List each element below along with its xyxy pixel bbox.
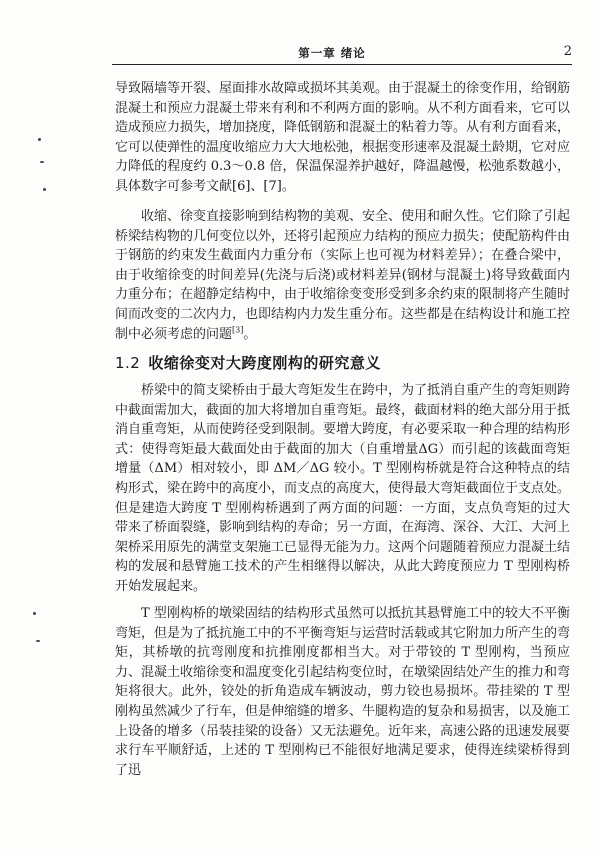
section-number: 1.2 [115,354,141,372]
paragraph-2-text: 收缩、徐变直接影响到结构物的美观、安全、使用和耐久性。它们除了引起桥梁结构物的几何变位以外，还将引起预应力结构的预应力损失；使配筋构件由于钢筋的约束发生截面内力重分布（实际上也可视为材料差异）；在叠合梁中，由于收缩徐变的时间差异(先浇与后浇)或材料差异(钢材与混凝土)将导致截面内力重分布；在超静定结构中，由于收缩徐变变形受到多余约束的限制将产生随时间而改变的二次内力，也即结构内力发生重分布。这些都是在结构设计和施工控制中必须考虑的问题 [115,209,571,342]
running-header [112,44,572,64]
header-rule [112,64,572,65]
scan-speck [40,161,44,163]
section-title: 收缩徐变对大跨度刚构的研究意义 [148,354,381,372]
citation-ref: [3] [232,325,244,335]
paragraph-3: 桥梁中的简支梁桥由于最大弯矩发生在跨中，为了抵消自重产生的弯矩则跨中截面需加大，截面的加大将增加自重弯矩。最终，截面材料的绝大部分用于抵消自重弯矩，从而使跨径受到限制。要增大跨度，有必要采取一种合理的结构形式：使得弯矩最大截面处由于截面的加大（自重增量ΔG）而引起的该截面弯矩增量（ΔM）相对较小，即 ΔM／ΔG 较小。T 型刚构桥就是符合这种特点的结构形式，梁在跨中的高度小，而支点的高度大，使得最大弯矩截面位于支点处。但是建造大跨度 T 型刚构桥遇到了两方面的问题：一方面，支点负弯矩的过大带来了桥面裂缝，影响到结构的寿命；另一方面，在海湾、深谷、大江、大河上架桥采用原先的满堂支架施工已显得无能为力。这两个问题随着预应力混凝土结构的发展和悬臂施工技术的产生相继得以解决，从此大跨度预应力 T 型刚构桥开始发展起来。 [115,383,571,594]
scan-speck [43,188,46,191]
chapter-title: 第一章 绪论 [298,46,366,60]
scan-speck [33,612,36,615]
scan-speck [38,138,41,141]
page-number: 2 [563,44,572,59]
scan-speck [36,640,40,642]
section-heading [115,352,381,373]
paragraph-1: 导致隔墙等开裂、屋面排水故障或损坏其美观。由于混凝土的徐变作用，给钢筋混凝土和预应力混凝土带来有利和不利两方面的影响。从不利方面看来，它可以造成预应力损失，增加挠度，降低钢筋和混凝土的粘着力等。从有利方面看来，它可以使弹性的温度收缩应力大大地松弛，根据变形速率及混凝土龄期，它对应力降低的程度约 0.3～0.8 倍，保温保湿养护越好，降温越慢，松弛系数越小，具体数字可参考文献[6]、[7]。 [115,81,571,194]
paragraph-2-end: 。 [243,326,257,342]
paragraph-2 [115,207,570,344]
paragraph-4: T 型刚构桥的墩梁固结的结构形式虽然可以抵抗其悬臂施工中的较大不平衡弯矩，但是为了抵抗施工中的不平衡弯矩与运营时活载或其它附加力所产生的弯矩，其桥墩的抗弯刚度和抗推刚度都相当大。对于带铰的 T 型刚构，当预应力、混凝土收缩徐变和温度变化引起结构变位时，在墩梁固结处产生的推力和弯矩将很大。此外，铰处的折角造成车辆波动，剪力铰也易损坏。带挂梁的 T 型刚构虽然减少了行车，但是伸缩缝的增多、牛腿构造的复杂和易损害，以及施工上设备的增多（吊装挂梁的设备）又无法避免。近年来，高速公路的迅速发展要求行车平顺舒适，上述的 T 型刚构已不能很好地满足要求，使得连续梁桥得到了迅 [115,606,571,778]
